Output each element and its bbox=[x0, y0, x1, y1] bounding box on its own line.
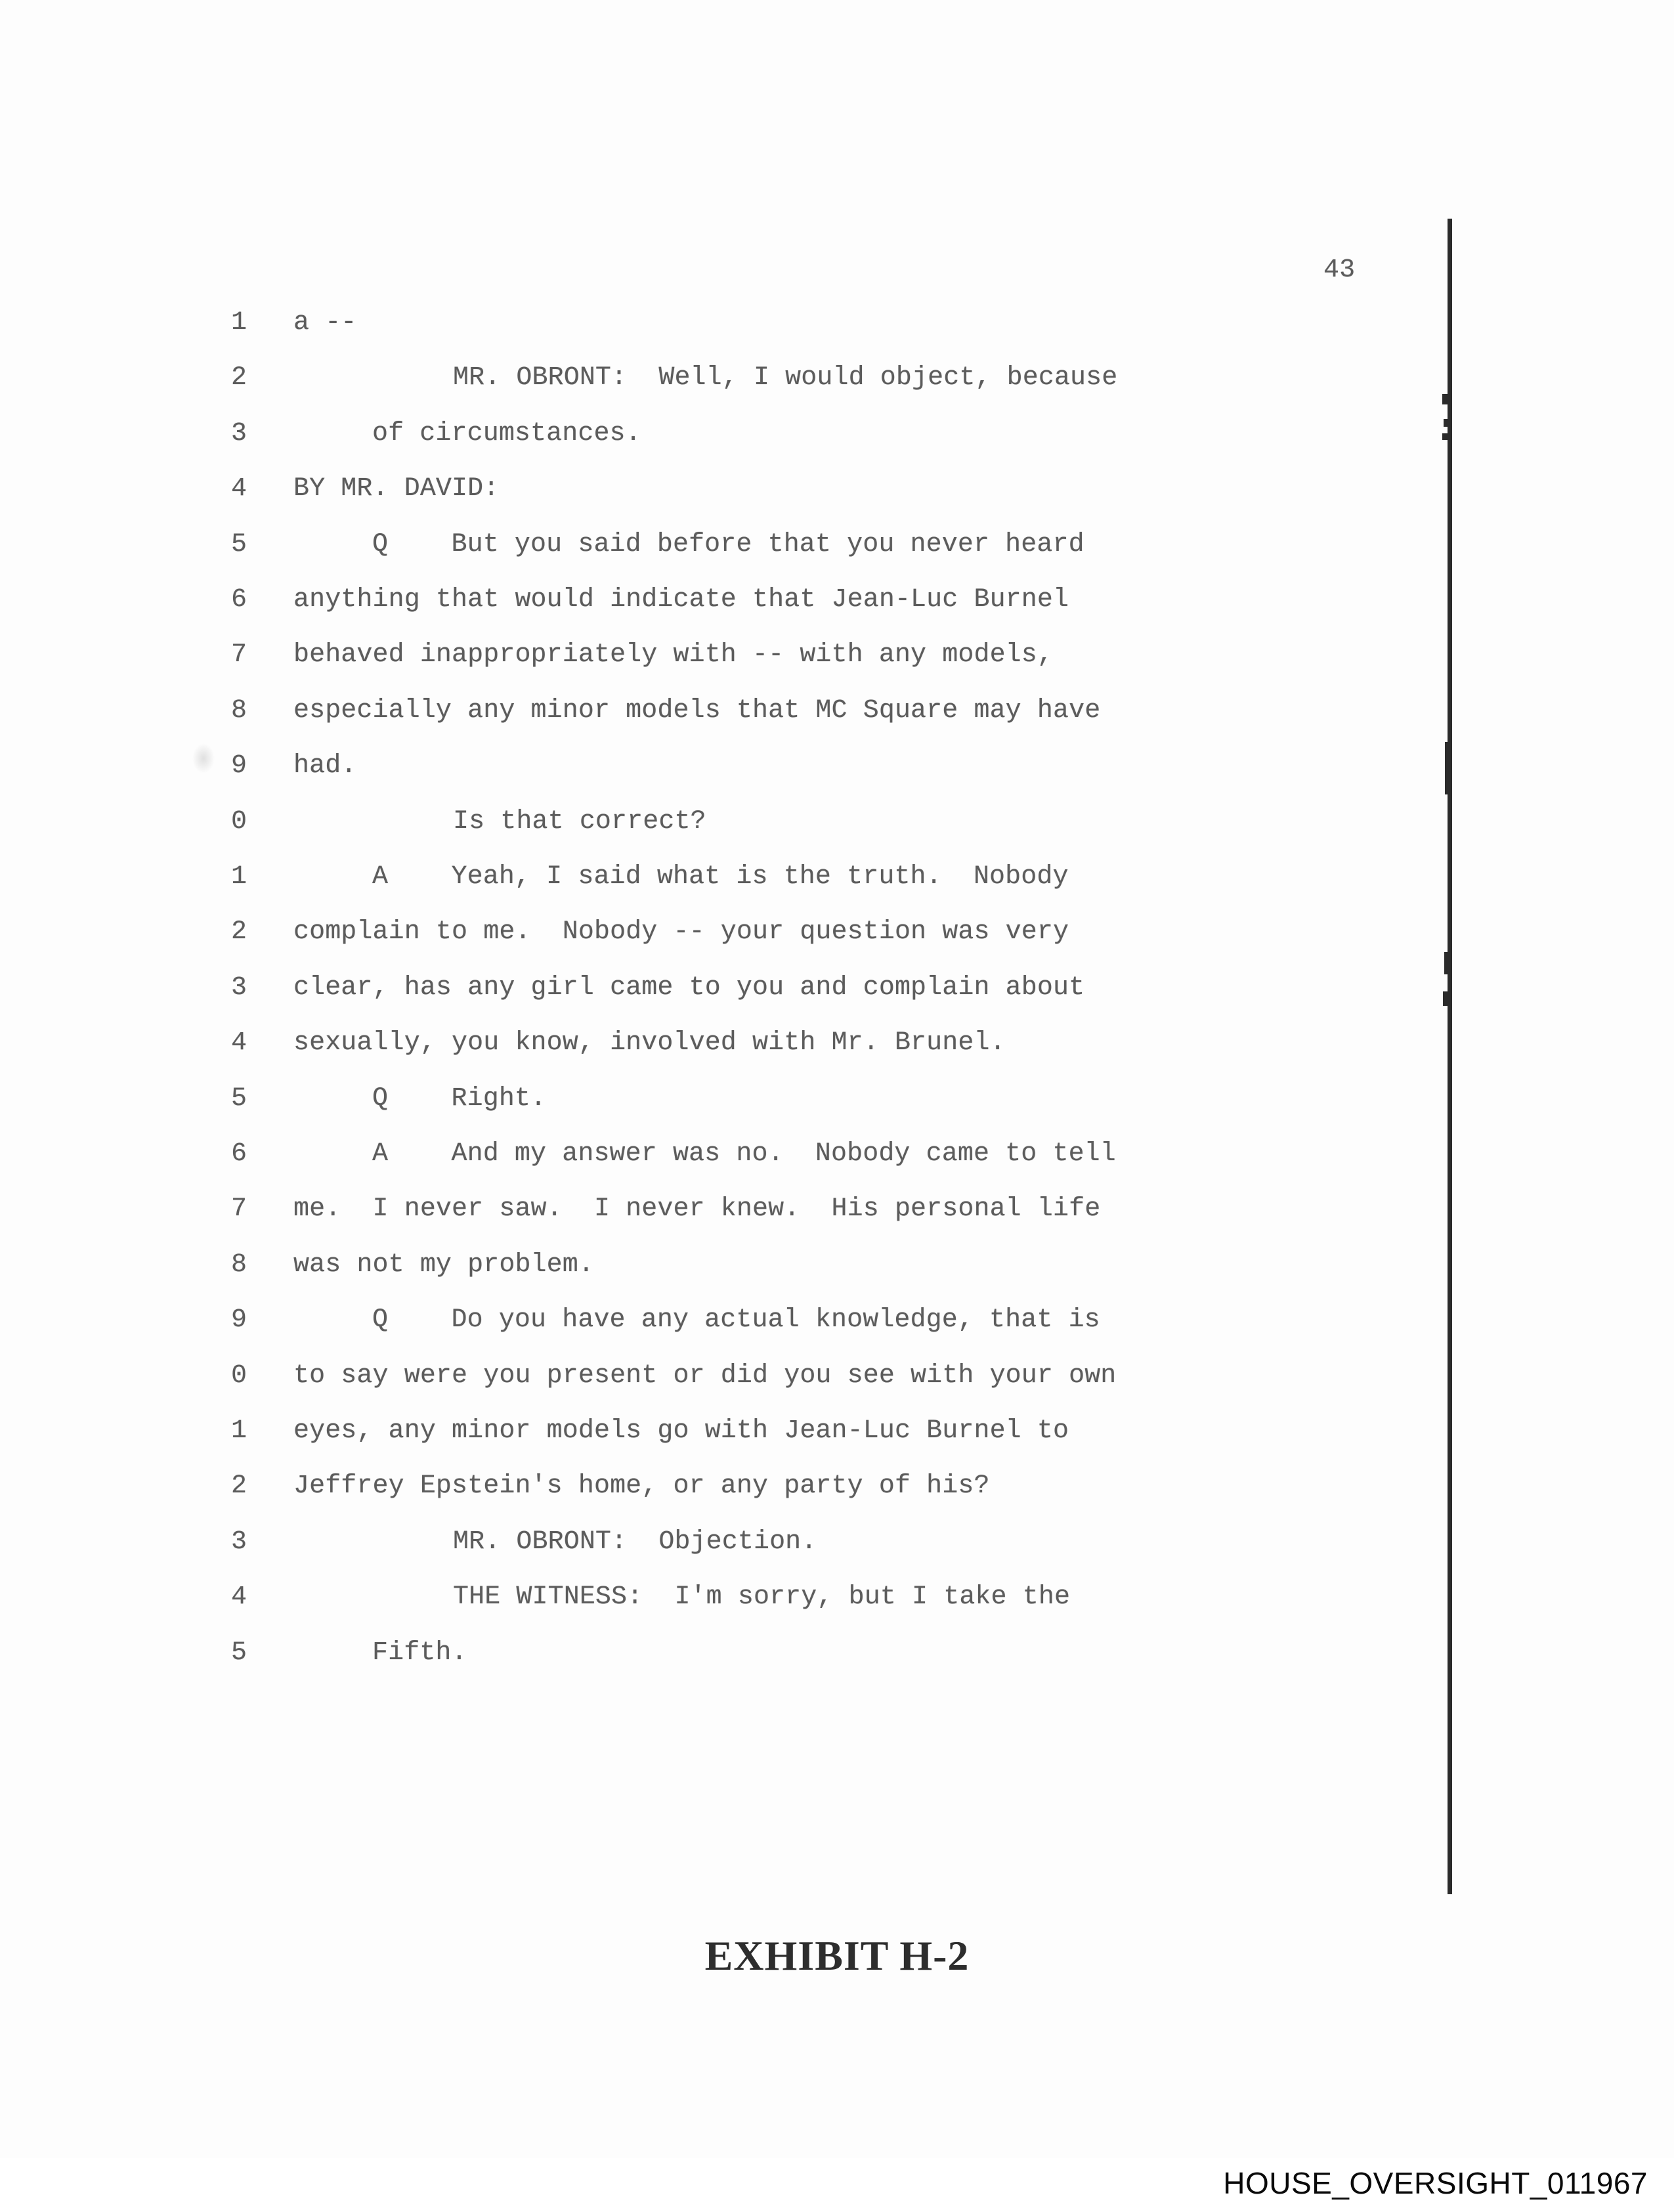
line-number: 8 bbox=[231, 1249, 247, 1280]
line-text: Q Right. bbox=[372, 1083, 547, 1114]
transcript-line bbox=[0, 406, 1674, 462]
line-number: 5 bbox=[231, 1637, 247, 1668]
line-number: 6 bbox=[231, 1139, 247, 1169]
line-text: Fifth. bbox=[372, 1637, 467, 1668]
line-number: 3 bbox=[231, 418, 247, 448]
transcript-line bbox=[0, 683, 1674, 739]
transcript-line bbox=[0, 850, 1674, 905]
line-text: was not my problem. bbox=[293, 1249, 594, 1280]
scan-artifact-tick bbox=[1443, 991, 1448, 1006]
line-number: 4 bbox=[231, 474, 247, 504]
transcript-line bbox=[0, 1238, 1674, 1293]
line-text: Q But you said before that you never heard bbox=[372, 529, 1084, 559]
line-number: 7 bbox=[231, 640, 247, 670]
transcript-line bbox=[0, 1626, 1674, 1681]
scan-artifact-tick bbox=[1442, 433, 1448, 440]
transcript-line bbox=[0, 905, 1674, 960]
line-number: 5 bbox=[231, 1083, 247, 1114]
line-text: me. I never saw. I never knew. His personal life bbox=[293, 1194, 1101, 1225]
page-number: 43 bbox=[1323, 255, 1356, 285]
transcript-line bbox=[0, 1515, 1674, 1570]
scan-artifact-tick bbox=[1445, 742, 1448, 794]
line-text: anything that would indicate that Jean-Luc Burnel bbox=[293, 585, 1069, 615]
transcript-line bbox=[0, 1404, 1674, 1459]
line-text: eyes, any minor models go with Jean-Luc Burnel to bbox=[293, 1416, 1069, 1446]
line-text: MR. OBRONT: Objection. bbox=[453, 1527, 817, 1557]
transcript-line bbox=[0, 1349, 1674, 1404]
transcript-line bbox=[0, 1570, 1674, 1625]
line-text: of circumstances. bbox=[372, 418, 641, 448]
transcript-line bbox=[0, 1293, 1674, 1348]
line-text: had. bbox=[293, 751, 357, 781]
transcript-line bbox=[0, 462, 1674, 517]
line-text: BY MR. DAVID: bbox=[293, 474, 500, 504]
line-number: 1 bbox=[231, 1416, 247, 1446]
scan-edge-line bbox=[1448, 219, 1452, 1894]
line-number: 3 bbox=[231, 1527, 247, 1557]
transcript-line bbox=[0, 1127, 1674, 1182]
line-number: 3 bbox=[231, 972, 247, 1003]
transcript-line bbox=[0, 628, 1674, 683]
line-text: A And my answer was no. Nobody came to tell bbox=[372, 1139, 1116, 1169]
transcript-line bbox=[0, 1016, 1674, 1071]
line-number: 1 bbox=[231, 862, 247, 892]
line-text: Jeffrey Epstein's home, or any party of his? bbox=[293, 1471, 990, 1502]
line-text: Q Do you have any actual knowledge, that is bbox=[372, 1305, 1100, 1335]
line-number: 0 bbox=[231, 1360, 247, 1391]
transcript-line bbox=[0, 961, 1674, 1016]
transcript-line bbox=[0, 1182, 1674, 1237]
line-text: to say were you present or did you see with your own bbox=[293, 1360, 1117, 1391]
scan-artifact-tick bbox=[1442, 394, 1448, 404]
line-number: 4 bbox=[231, 1582, 247, 1613]
scan-artifact-tick bbox=[1444, 419, 1448, 427]
line-number: 7 bbox=[231, 1194, 247, 1225]
line-text: THE WITNESS: I'm sorry, but I take the bbox=[453, 1582, 1071, 1613]
transcript-line bbox=[0, 351, 1674, 406]
line-text: clear, has any girl came to you and complain about bbox=[293, 972, 1085, 1003]
bates-number: HOUSE_OVERSIGHT_011967 bbox=[1223, 2166, 1648, 2200]
transcript-line bbox=[0, 1459, 1674, 1514]
line-text: sexually, you know, involved with Mr. Brunel. bbox=[293, 1028, 1006, 1058]
transcript-line bbox=[0, 517, 1674, 573]
line-number: 2 bbox=[231, 1471, 247, 1502]
line-text: complain to me. Nobody -- your question was very bbox=[293, 917, 1069, 947]
transcript-line bbox=[0, 1072, 1674, 1127]
line-text: a -- bbox=[293, 308, 357, 337]
transcript-line bbox=[0, 573, 1674, 628]
transcript-line bbox=[0, 295, 1674, 351]
line-number: 8 bbox=[231, 695, 247, 726]
scan-artifact-tick bbox=[1444, 952, 1448, 974]
line-number: 2 bbox=[231, 363, 247, 393]
line-number: 9 bbox=[231, 751, 247, 781]
line-number: 5 bbox=[231, 529, 247, 559]
scan-smudge bbox=[192, 743, 215, 773]
line-number: 2 bbox=[231, 917, 247, 947]
line-text: behaved inappropriately with -- with any models, bbox=[293, 640, 1053, 670]
line-text: A Yeah, I said what is the truth. Nobody bbox=[372, 862, 1069, 892]
line-text: Is that correct? bbox=[453, 806, 706, 836]
line-number: 6 bbox=[231, 585, 247, 615]
line-number: 0 bbox=[231, 806, 247, 836]
exhibit-label: EXHIBIT H-2 bbox=[704, 1932, 970, 1979]
line-number: 1 bbox=[231, 308, 247, 337]
line-text: MR. OBRONT: Well, I would object, because bbox=[453, 363, 1118, 393]
transcript-line bbox=[0, 794, 1674, 850]
line-text: especially any minor models that MC Square may have bbox=[293, 695, 1101, 726]
line-number: 9 bbox=[231, 1305, 247, 1335]
line-number: 4 bbox=[231, 1028, 247, 1058]
transcript-line bbox=[0, 739, 1674, 794]
